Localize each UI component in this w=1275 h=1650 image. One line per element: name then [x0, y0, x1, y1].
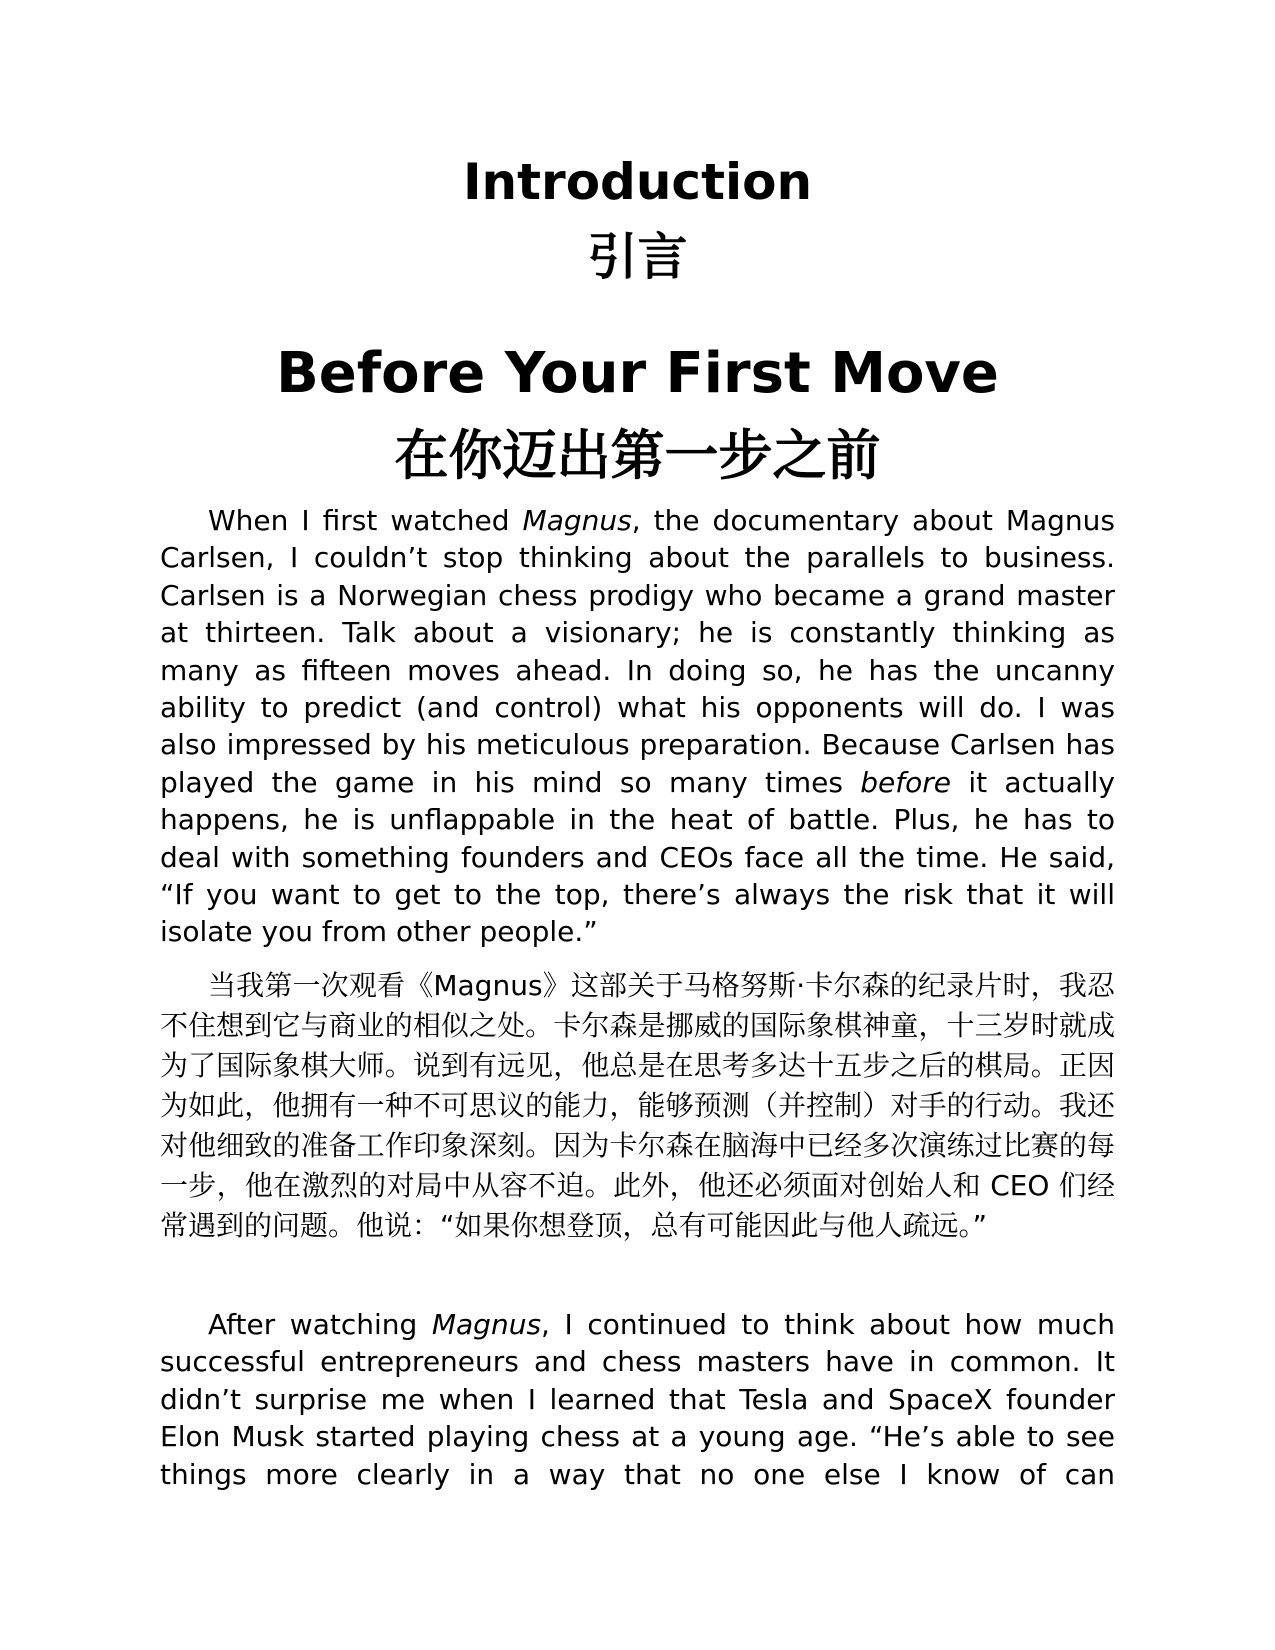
paragraph-text: it actually happens, he is unflappable in the heat of battle. Plus, he has to deal with something founders and CEOs face all the time. He said, “If you want to get to the top, there’s always the risk that it will isolate you from other people.” — [160, 765, 1115, 949]
film-title-italic: Magnus — [431, 1308, 542, 1341]
chapter-title-en: Before Your First Move — [276, 341, 999, 406]
chapter-title-zh: 在你迈出第一步之前 — [394, 424, 881, 487]
intro-heading-en: Introduction — [462, 153, 813, 211]
intro-heading-zh: 引言 — [587, 228, 688, 286]
paragraph-text: , the documentary about Magnus Carlsen, I couldn’t stop thinking about the parallels to business. Carlsen is a Norwegian chess prodigy who became a grand master at thirteen. Talk about a visionary; he is constantly thinking as many as fifteen moves ahead. In doing so, he has the uncanny ability to predict (and control) what his opponents will do. I was also impressed by his meticulous preparation. Because Carlsen has played the game in his mind so many times — [160, 504, 1115, 799]
paragraph-text: , I continued to think about how much successful entrepreneurs and chess masters have in common. It didn’t surprise me when I learned that Tesla and SpaceX founder Elon Musk started playing chess at a young age. “He’s able to see things more clearly in a way that no one else I know of can — [160, 1308, 1115, 1491]
paragraph-text: When I first watched — [208, 504, 523, 537]
film-title-italic: Magnus — [522, 504, 632, 537]
paragraph-english-2 — [160, 1306, 1115, 1493]
paragraph-chinese-1: 当我第一次观看《Magnus》这部关于马格努斯·卡尔森的纪录片时，我忍不住想到它与商业的相似之处。卡尔森是挪威的国际象棋神童，十三岁时就成为了国际象棋大师。说到有远见，他总是在思考多达十五步之后的棋局。正因为如此，他拥有一种不可思议的能力，能够预测（并控制）对手的行动。我还对他细致的准备工作印象深刻。因为卡尔森在脑海中已经多次演练过比赛的每一步，他在激烈的对局中从容不迫。此外，他还必须面对创始人和 CEO 们经常遇到的问题。他说：“如果你想登顶，总有可能因此与他人疏远。” — [160, 969, 1115, 1242]
paragraph-text: After watching — [208, 1308, 432, 1341]
emphasis-italic: before — [860, 765, 951, 799]
paragraph-english-1 — [160, 502, 1115, 951]
